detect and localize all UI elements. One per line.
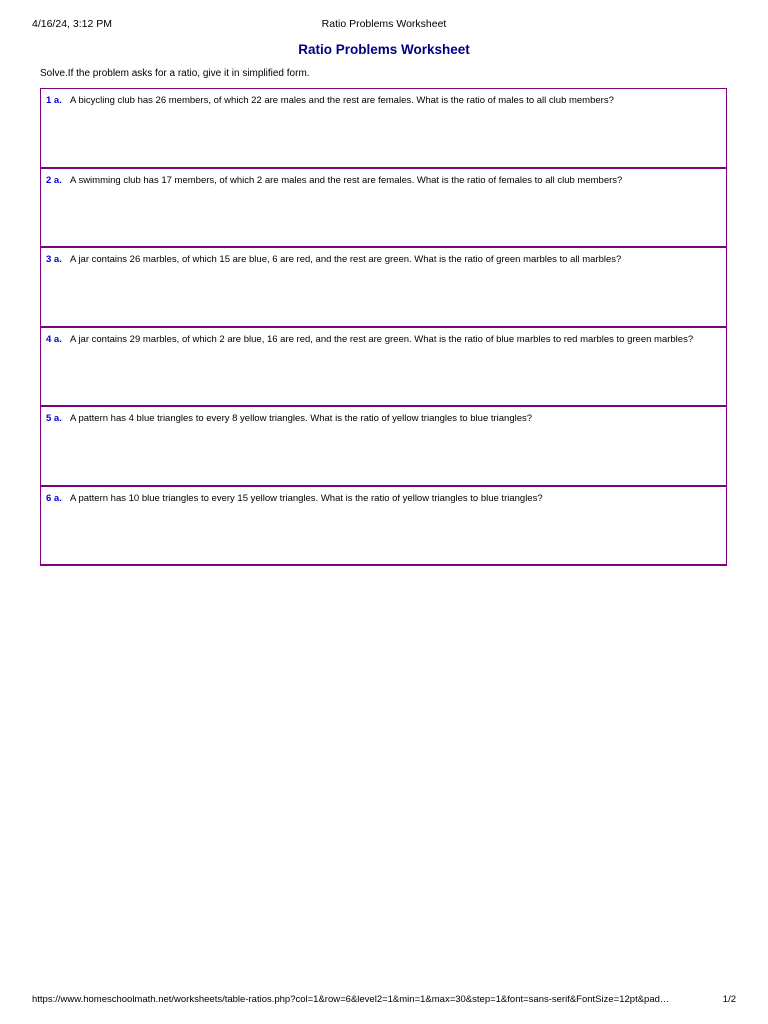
problem-cell[interactable] bbox=[41, 486, 727, 566]
print-footer-url[interactable]: https://www.homeschoolmath.net/worksheets/table-ratios.php?col=1&row=6&level2=1&min=1&max=30&step=1&font=sans-serif&FontSize=12pt&pad… bbox=[32, 994, 670, 1005]
problem-text: A pattern has 10 blue triangles to every 15 yellow triangles. What is the ratio of yellow triangles to blue triangles? bbox=[70, 492, 543, 504]
problem-cell[interactable] bbox=[41, 89, 727, 168]
problem-number: 5 a. bbox=[46, 413, 62, 424]
problem-row-3 bbox=[41, 247, 727, 327]
problem-text: A jar contains 29 marbles, of which 2 are blue, 16 are red, and the rest are green. What is the ratio of blue marbles to red marbles to green marbles? bbox=[70, 333, 694, 345]
problem-number: 4 a. bbox=[46, 333, 62, 345]
problem-number: 6 a. bbox=[46, 492, 62, 504]
problem-row-5 bbox=[41, 406, 727, 486]
page-title: Ratio Problems Worksheet bbox=[298, 42, 470, 57]
problem-table bbox=[40, 88, 727, 566]
problem-text: A jar contains 26 marbles, of which 15 are blue, 6 are red, and the rest are green. What is the ratio of green marbles to all marbles? bbox=[70, 254, 622, 265]
problem-text: A swimming club has 17 members, of which 2 are males and the rest are females. What is the ratio of females to all club members? bbox=[70, 174, 623, 186]
problem-cell[interactable] bbox=[41, 168, 727, 248]
print-doc-title: Ratio Problems Worksheet bbox=[321, 18, 447, 30]
problem-row-4 bbox=[41, 327, 727, 407]
problem-row-6 bbox=[41, 486, 727, 566]
problem-number: 1 a. bbox=[46, 95, 62, 106]
problem-number: 3 a. bbox=[46, 254, 62, 265]
problem-row-1 bbox=[41, 89, 727, 168]
instructions: Solve.If the problem asks for a ratio, give it in simplified form. bbox=[40, 68, 310, 79]
problem-cell[interactable] bbox=[41, 327, 727, 407]
problem-cell[interactable] bbox=[41, 406, 727, 486]
print-page-number: 1/2 bbox=[722, 994, 736, 1005]
problem-number: 2 a. bbox=[46, 174, 62, 186]
problem-text: A bicycling club has 26 members, of which 22 are males and the rest are females. What is the ratio of males to all club members? bbox=[70, 95, 614, 106]
problem-row-2 bbox=[41, 168, 727, 248]
problem-cell[interactable] bbox=[41, 247, 727, 327]
problem-text: A pattern has 4 blue triangles to every 8 yellow triangles. What is the ratio of yellow triangles to blue triangles? bbox=[70, 413, 533, 424]
print-timestamp: 4/16/24, 3:12 PM bbox=[32, 18, 112, 30]
